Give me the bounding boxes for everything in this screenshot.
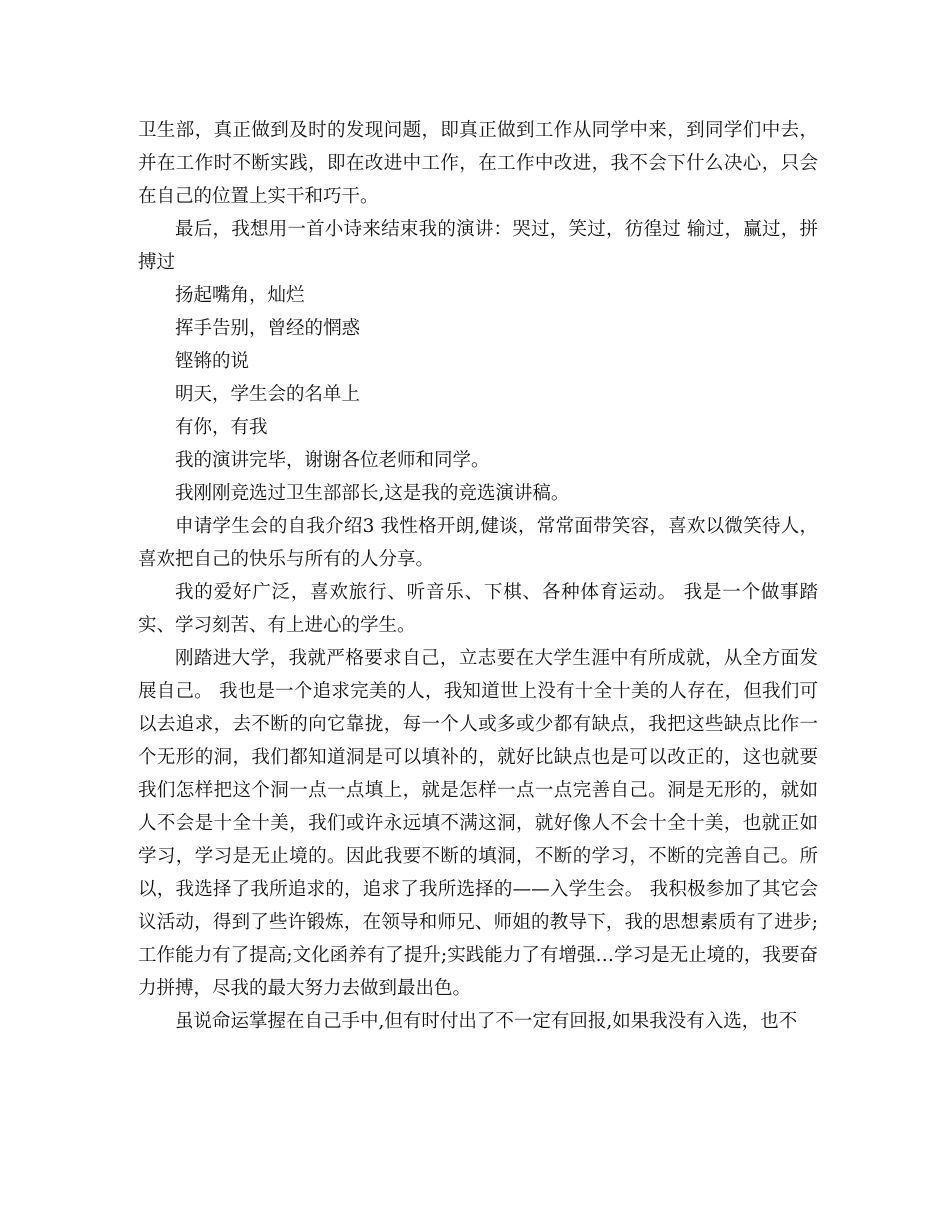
paragraph-2: 最后，我想用一首小诗来结束我的演讲：哭过，笑过，彷徨过 输过，赢过，拼搏过: [138, 219, 818, 273]
poem-line-3: 铿锵的说: [175, 351, 250, 372]
poem-line-4: 明天，学生会的名单上: [175, 384, 361, 405]
paragraph-university: 刚踏进大学，我就严格要求自己，立志要在大学生涯中有所成就，从全方面发展自己。 我也是一个追求完美的人，我知道世上没有十全十美的人存在，但我们可以去追求，去不断的向它靠拢，每一个人或多或少都有缺点，我把这些缺点比作一个无形的洞，我们都知道洞是可以填补的，就好比缺点也是可以改正的，这也就要我们怎样把这个洞一点一点填上，就是怎样一点一点完善自己。洞是无形的，就如人不会是十全十美，我们或许永远填不满这洞，就好像人不会十全十美，也就正如学习，学习是无止境的。因此我要不断的填洞，不断的学习，不断的完善自己。所以，我选择了我所追求的，追求了我所选择的——入学生会。 我积极参加了其它会议活动，得到了些许锻炼，在领导和师兄、师姐的教导下，我的思想素质有了进步;工作能力有了提高;文化函养有了提升;实践能力了有增强…学习是无止境的，我要奋力拼搏，尽我的最大努力去做到最出色。: [138, 648, 818, 999]
poem-line-2: 挥手告别，曾经的惘惑: [175, 318, 361, 339]
paragraph-1: 卫生部，真正做到及时的发现问题，即真正做到工作从同学中来，到同学们中去，并在工作时不断实践，即在改进中工作，在工作中改进，我不会下什么决心，只会在自己的位置上实干和巧干。: [138, 120, 818, 207]
poem-line-1: 扬起嘴角，灿烂: [175, 285, 305, 306]
paragraph-note: 我刚刚竞选过卫生部部长,这是我的竞选演讲稿。: [175, 483, 570, 504]
paragraph-closing: 我的演讲完毕，谢谢各位老师和同学。: [175, 450, 490, 471]
poem-line-5: 有你，有我: [175, 417, 268, 438]
paragraph-intro-3: 申请学生会的自我介绍3 我性格开朗,健谈，常常面带笑容，喜欢以微笑待人，喜欢把自己的快乐与所有的人分享。: [138, 516, 818, 570]
paragraph-final: 虽说命运掌握在自己手中,但有时付出了不一定有回报,如果我没有入选，也不: [175, 1011, 798, 1032]
paragraph-hobbies: 我的爱好广泛，喜欢旅行、听音乐、下棋、各种体育运动。 我是一个做事踏实、学习刻苦、有上进心的学生。: [138, 582, 818, 636]
document-body: [138, 114, 818, 1038]
